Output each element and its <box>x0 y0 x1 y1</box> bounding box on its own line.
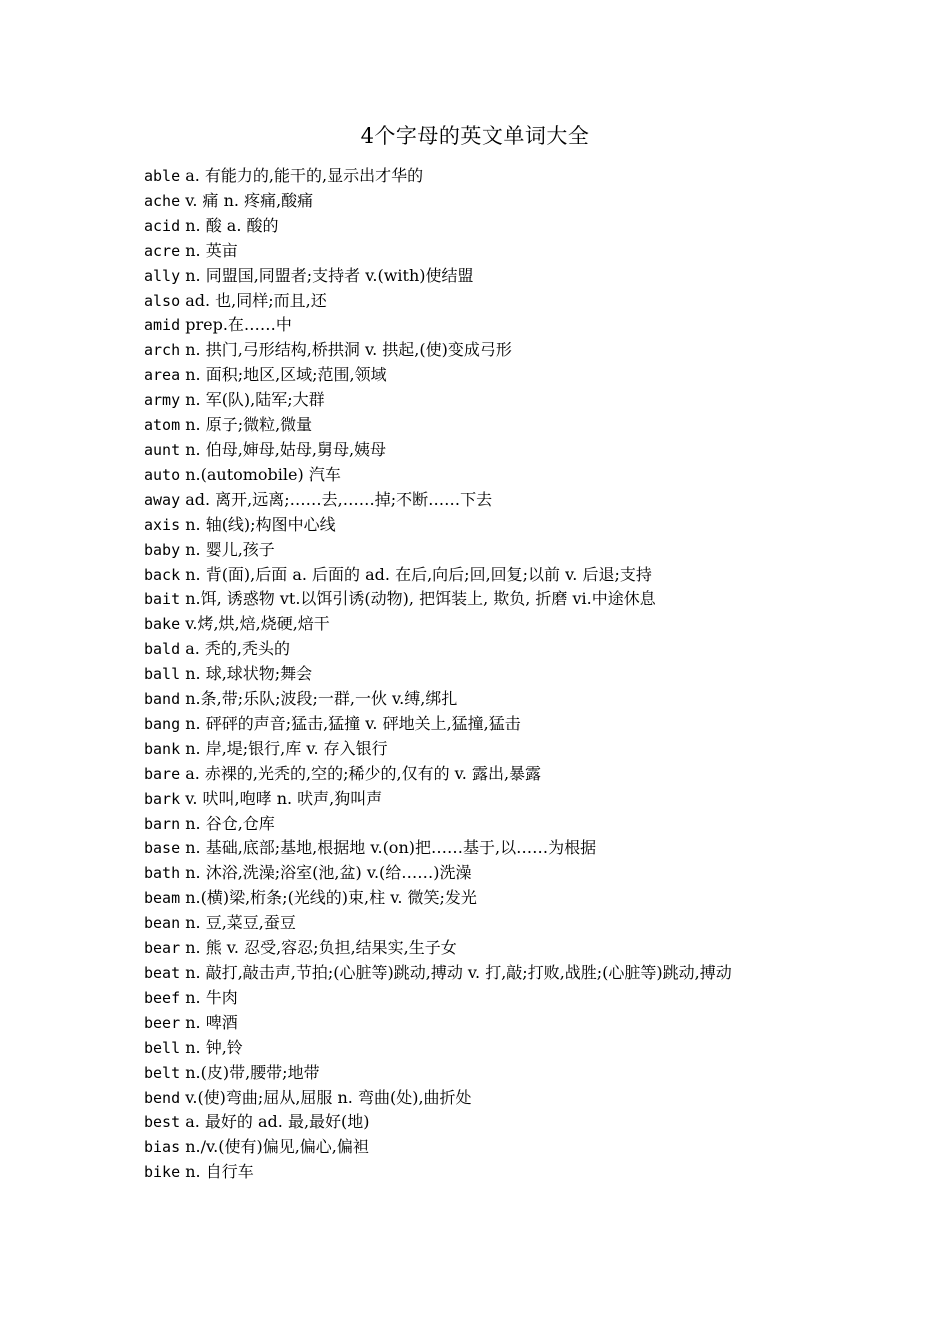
list-item <box>144 413 824 438</box>
entry-word: acre <box>144 241 181 260</box>
entry-word: bell <box>144 1038 181 1057</box>
list-item <box>144 1135 824 1160</box>
entry-definition: n. 伯母,婶母,姑母,舅母,姨母 <box>180 439 387 459</box>
entry-word: barn <box>144 814 181 833</box>
entry-definition: n. 婴儿,孩子 <box>180 539 275 559</box>
entry-definition: a. 最好的 ad. 最,最好(地) <box>180 1112 370 1132</box>
entry-definition: n. 谷仓,仓库 <box>180 813 275 833</box>
entry-word: ally <box>144 266 181 285</box>
entry-definition: n. 自行车 <box>180 1162 254 1182</box>
entry-definition: n. 英亩 <box>180 240 238 260</box>
entry-definition: v.(使)弯曲;屈从,屈服 n. 弯曲(处),曲折处 <box>180 1087 472 1107</box>
entry-word: area <box>144 366 181 385</box>
entry-word: arch <box>144 341 181 360</box>
entry-word: base <box>144 839 181 858</box>
list-item <box>144 911 824 936</box>
entry-word: able <box>144 167 181 185</box>
entry-definition: n. 沐浴,洗澡;浴室(池,盆) v.(给……)洗澡 <box>180 863 472 883</box>
entry-word: also <box>144 291 181 310</box>
entry-definition: n. 豆,菜豆,蚕豆 <box>180 913 296 933</box>
entry-definition: n. 轴(线);构图中心线 <box>180 514 336 534</box>
list-item <box>144 936 824 961</box>
entry-word: bank <box>144 739 181 758</box>
list-item <box>144 1036 824 1061</box>
list-item <box>144 812 824 837</box>
entry-definition: n. 熊 v. 忍受,容忍;负担,结果实,生子女 <box>180 938 457 958</box>
list-item <box>144 762 824 787</box>
entry-definition: v.烤,烘,焙,烧硬,焙干 <box>180 614 330 634</box>
list-item <box>144 289 824 314</box>
entry-word: bait <box>144 590 181 609</box>
list-item <box>144 1110 824 1135</box>
list-item <box>144 363 824 388</box>
entry-definition: prep.在……中 <box>180 315 292 335</box>
entry-word: bend <box>144 1088 181 1107</box>
entry-definition: n. 面积;地区,区域;范围,领域 <box>180 365 387 385</box>
entry-word: ball <box>144 665 181 684</box>
entry-word: atom <box>144 416 181 435</box>
entry-word: bike <box>144 1163 181 1182</box>
entry-word: amid <box>144 316 181 335</box>
entry-word: bang <box>144 714 181 733</box>
list-item <box>144 986 824 1011</box>
list-item <box>144 737 824 762</box>
list-item <box>144 861 824 886</box>
entry-definition: n. 拱门,弓形结构,桥拱洞 v. 拱起,(使)变成弓形 <box>180 340 512 360</box>
list-item <box>144 313 824 338</box>
entry-definition: n. 啤酒 <box>180 1012 238 1032</box>
entry-definition: ad. 离开,远离;……去,……掉;不断……下去 <box>180 489 493 509</box>
entry-word: back <box>144 565 181 584</box>
entry-word: bath <box>144 864 181 883</box>
entry-word: bald <box>144 640 181 659</box>
entry-definition: n.条,带;乐队;波段;一群,一伙 v.缚,绑扎 <box>180 689 458 709</box>
list-item <box>144 662 824 687</box>
entry-definition: n. 基础,底部;基地,根据地 v.(on)把……基于,以……为根据 <box>180 838 597 858</box>
list-item <box>144 264 824 289</box>
list-item <box>144 1160 824 1185</box>
entry-word: axis <box>144 515 181 534</box>
word-list <box>144 164 824 1185</box>
entry-word: aunt <box>144 440 181 459</box>
entry-definition: n.饵, 诱惑物 vt.以饵引诱(动物), 把饵装上, 欺负, 折磨 vi.中途休息 <box>180 589 656 609</box>
entry-word: best <box>144 1113 181 1132</box>
entry-definition: v. 痛 n. 疼痛,酸痛 <box>180 190 314 210</box>
entry-word: auto <box>144 465 181 484</box>
list-item <box>144 712 824 737</box>
entry-word: bear <box>144 939 181 958</box>
entry-definition: n./v.(使有)偏见,偏心,偏袒 <box>180 1137 369 1157</box>
entry-word: bare <box>144 764 181 783</box>
entry-word: bias <box>144 1138 181 1157</box>
entry-definition: n. 原子;微粒,微量 <box>180 415 313 435</box>
list-item <box>144 214 824 239</box>
entry-word: ache <box>144 191 181 210</box>
list-item <box>144 612 824 637</box>
list-item <box>144 1086 824 1111</box>
entry-definition: n. 酸 a. 酸的 <box>180 215 279 235</box>
entry-word: army <box>144 391 181 410</box>
entry-definition: n. 球,球状物;舞会 <box>180 664 313 684</box>
entry-definition: n. 牛肉 <box>180 987 238 1007</box>
entry-definition: n. 敲打,敲击声,节拍;(心脏等)跳动,搏动 v. 打,敲;打败,战胜;(心脏等)跳动,搏动 <box>180 963 732 982</box>
entry-definition: v. 吠叫,咆哮 n. 吠声,狗叫声 <box>180 788 383 808</box>
entry-definition: n. 背(面),后面 a. 后面的 ad. 在后,向后;回,回复;以前 v. 后退;支持 <box>180 564 652 584</box>
entry-definition: n. 钟,铃 <box>180 1037 243 1057</box>
page-title: 4个字母的英文单词大全 <box>360 124 590 148</box>
list-item <box>144 338 824 363</box>
entry-word: away <box>144 490 181 509</box>
entry-definition: a. 赤裸的,光秃的,空的;稀少的,仅有的 v. 露出,暴露 <box>180 763 542 783</box>
entry-definition: a. 有能力的,能干的,显示出才华的 <box>180 166 424 185</box>
entry-word: belt <box>144 1063 181 1082</box>
list-item <box>144 164 824 189</box>
list-item <box>144 463 824 488</box>
list-item <box>144 637 824 662</box>
entry-word: bark <box>144 789 181 808</box>
entry-word: bean <box>144 914 181 933</box>
list-item <box>144 239 824 264</box>
list-item <box>144 836 824 861</box>
entry-definition: n. 岸,堤;银行,库 v. 存入银行 <box>180 738 388 758</box>
entry-definition: n.(横)梁,桁条;(光线的)束,柱 v. 微笑;发光 <box>180 888 477 908</box>
list-item <box>144 1011 824 1036</box>
entry-word: beat <box>144 964 181 982</box>
list-item <box>144 687 824 712</box>
list-item <box>144 513 824 538</box>
list-item <box>144 787 824 812</box>
entry-word: beam <box>144 889 181 908</box>
entry-definition: n.(automobile) 汽车 <box>180 464 341 484</box>
entry-word: beef <box>144 988 181 1007</box>
entry-definition: n.(皮)带,腰带;地带 <box>180 1062 320 1082</box>
list-item <box>144 488 824 513</box>
list-item <box>144 587 824 612</box>
list-item <box>144 886 824 911</box>
list-item <box>144 388 824 413</box>
entry-word: beer <box>144 1013 181 1032</box>
entry-definition: ad. 也,同样;而且,还 <box>180 290 327 310</box>
list-item <box>144 563 824 588</box>
entry-definition: n. 同盟国,同盟者;支持者 v.(with)使结盟 <box>180 265 474 285</box>
entry-definition: n. 军(队),陆军;大群 <box>180 390 325 410</box>
list-item <box>144 538 824 563</box>
entry-definition: n. 砰砰的声音;猛击,猛撞 v. 砰地关上,猛撞,猛击 <box>180 713 521 733</box>
entry-word: bake <box>144 615 181 634</box>
entry-word: baby <box>144 540 181 559</box>
list-item <box>144 189 824 214</box>
entry-word: band <box>144 690 181 709</box>
list-item <box>144 1061 824 1086</box>
entry-word: acid <box>144 216 181 235</box>
entry-definition: a. 秃的,秃头的 <box>180 639 291 659</box>
list-item <box>144 438 824 463</box>
list-item <box>144 961 824 986</box>
